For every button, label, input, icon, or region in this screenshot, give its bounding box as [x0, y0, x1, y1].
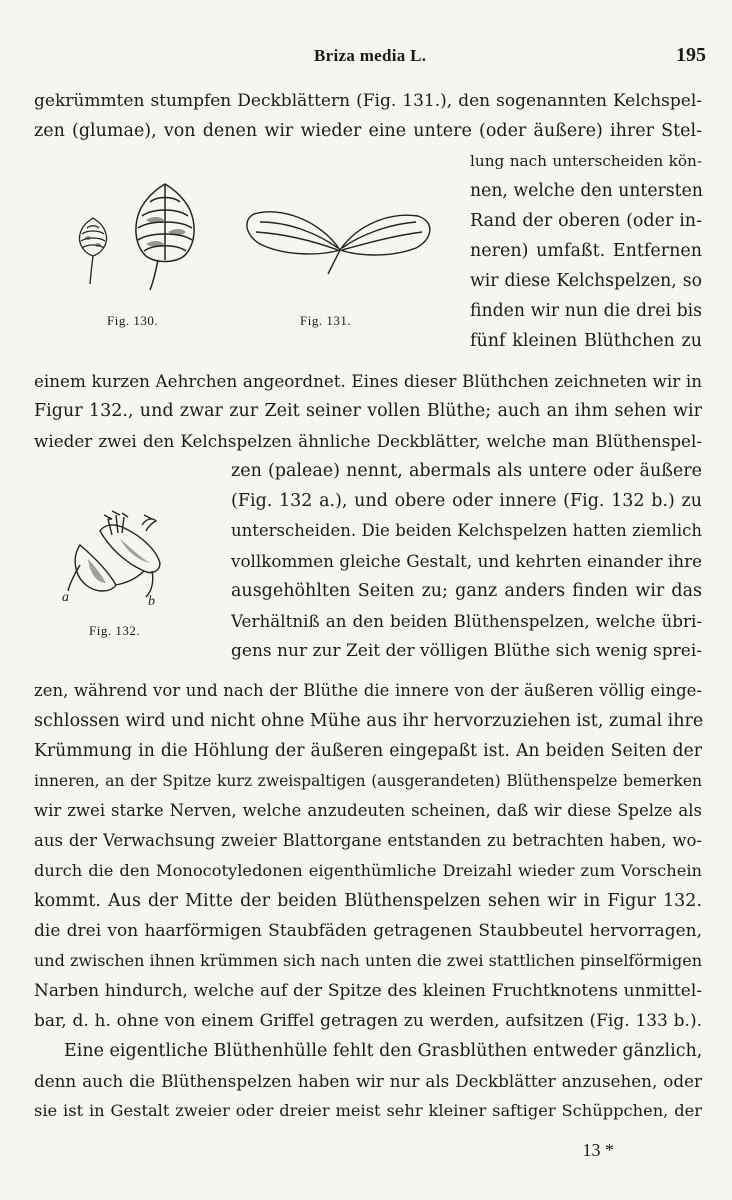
figure-132-label-b: b: [148, 594, 155, 609]
text-line: Figur 132., und zwar zur Zeit seiner vollen Blüthe; auch an ihm sehen wir: [34, 401, 702, 421]
page-number: 195: [676, 44, 706, 66]
text-line: inneren, an der Spitze kurz zweispaltigen (ausgerandeten) Blüthenspelze bemerken: [34, 772, 702, 790]
figure-130-illustration: [70, 210, 116, 290]
figure-132-illustration: [60, 505, 180, 615]
text-line: neren) umfaßt. Entfernen: [470, 241, 702, 261]
running-title: Briza media L.: [314, 46, 427, 65]
text-line: zen (paleae) nennt, abermals als untere oder äußere: [231, 461, 702, 481]
text-line: wir zwei starke Nerven, welche anzudeuten scheinen, daß wir diese Spelze als: [34, 801, 702, 820]
text-line: Eine eigentliche Blüthenhülle fehlt den Grasblüthen entweder gänzlich,: [64, 1041, 703, 1061]
signature-mark: 13 *: [582, 1140, 614, 1160]
text-line: Verhältniß an den beiden Blüthenspelzen, welche übri-: [231, 611, 702, 631]
text-line: die drei von haarförmigen Staubfäden getragenen Staubbeutel hervorragen,: [34, 921, 702, 941]
text-line: fünf kleinen Blüthchen zu: [470, 331, 702, 351]
text-line: bar, d. h. ohne von einem Griffel getragen zu werden, aufsitzen (Fig. 133 b.).: [34, 1011, 702, 1031]
text-line: durch die den Monocotyledonen eigenthümliche Dreizahl wieder zum Vorschein: [34, 861, 702, 880]
text-line: ausgehöhlten Seiten zu; ganz anders finden wir das: [231, 581, 702, 601]
text-line: Narben hindurch, welche auf der Spitze des kleinen Fruchtknotens unmittel-: [34, 981, 702, 1001]
text-line: wir diese Kelchspelzen, so: [470, 271, 702, 291]
figure-131-illustration: [240, 200, 440, 280]
text-line: und zwischen ihnen krümmen sich nach unten die zwei stattlichen pinselförmigen: [34, 951, 702, 970]
text-line: unterscheiden. Die beiden Kelchspelzen hatten ziemlich: [231, 521, 702, 540]
text-line: einem kurzen Aehrchen angeordnet. Eines dieser Blüthchen zeichneten wir in: [34, 371, 702, 391]
text-line: gekrümmten stumpfen Deckblättern (Fig. 131.), den sogenannten Kelchspel-: [34, 91, 702, 111]
text-line: wieder zwei den Kelchspelzen ähnliche Deckblätter, welche man Blüthenspel-: [34, 431, 702, 451]
figure-131-caption: Fig. 131.: [300, 313, 352, 328]
text-line: finden wir nun die drei bis: [470, 301, 702, 321]
figure-130-caption: Fig. 130.: [107, 313, 159, 328]
text-line: nen, welche den untersten: [470, 181, 703, 201]
text-line: sie ist in Gestalt zweier oder dreier meist sehr kleiner saftiger Schüppchen, der: [34, 1101, 702, 1120]
text-line: zen (glumae), von denen wir wieder eine untere (oder äußere) ihrer Stel-: [34, 121, 702, 141]
text-line: Krümmung in die Höhlung der äußeren eingepaßt ist. An beiden Seiten der: [34, 741, 702, 761]
text-line: kommt. Aus der Mitte der beiden Blüthenspelzen sehen wir in Figur 132.: [34, 891, 702, 911]
text-line: zen, während vor und nach der Blüthe die innere von der äußeren völlig einge-: [34, 681, 702, 700]
text-line: aus der Verwachsung zweier Blattorgane entstanden zu betrachten haben, wo-: [34, 831, 702, 850]
text-line: schlossen wird und nicht ohne Mühe aus ihr hervorzuziehen ist, zumal ihre: [34, 711, 704, 731]
text-line: lung nach unterscheiden kön-: [470, 152, 702, 170]
text-line: (Fig. 132 a.), und obere oder innere (Fig. 132 b.) zu: [231, 491, 702, 511]
text-line: Rand der oberen (oder in-: [470, 211, 702, 231]
figure-132-label-a: a: [62, 590, 69, 605]
text-line: gens nur zur Zeit der völligen Blüthe sich wenig sprei-: [231, 641, 702, 661]
text-line: denn auch die Blüthenspelzen haben wir nur als Deckblätter anzusehen, oder: [34, 1071, 702, 1091]
running-head: [0, 44, 732, 70]
text-line: vollkommen gleiche Gestalt, und kehrten einander ihre: [231, 551, 702, 571]
figure-132-caption: Fig. 132.: [89, 623, 141, 638]
figure-130-large-spikelet: [122, 180, 208, 292]
